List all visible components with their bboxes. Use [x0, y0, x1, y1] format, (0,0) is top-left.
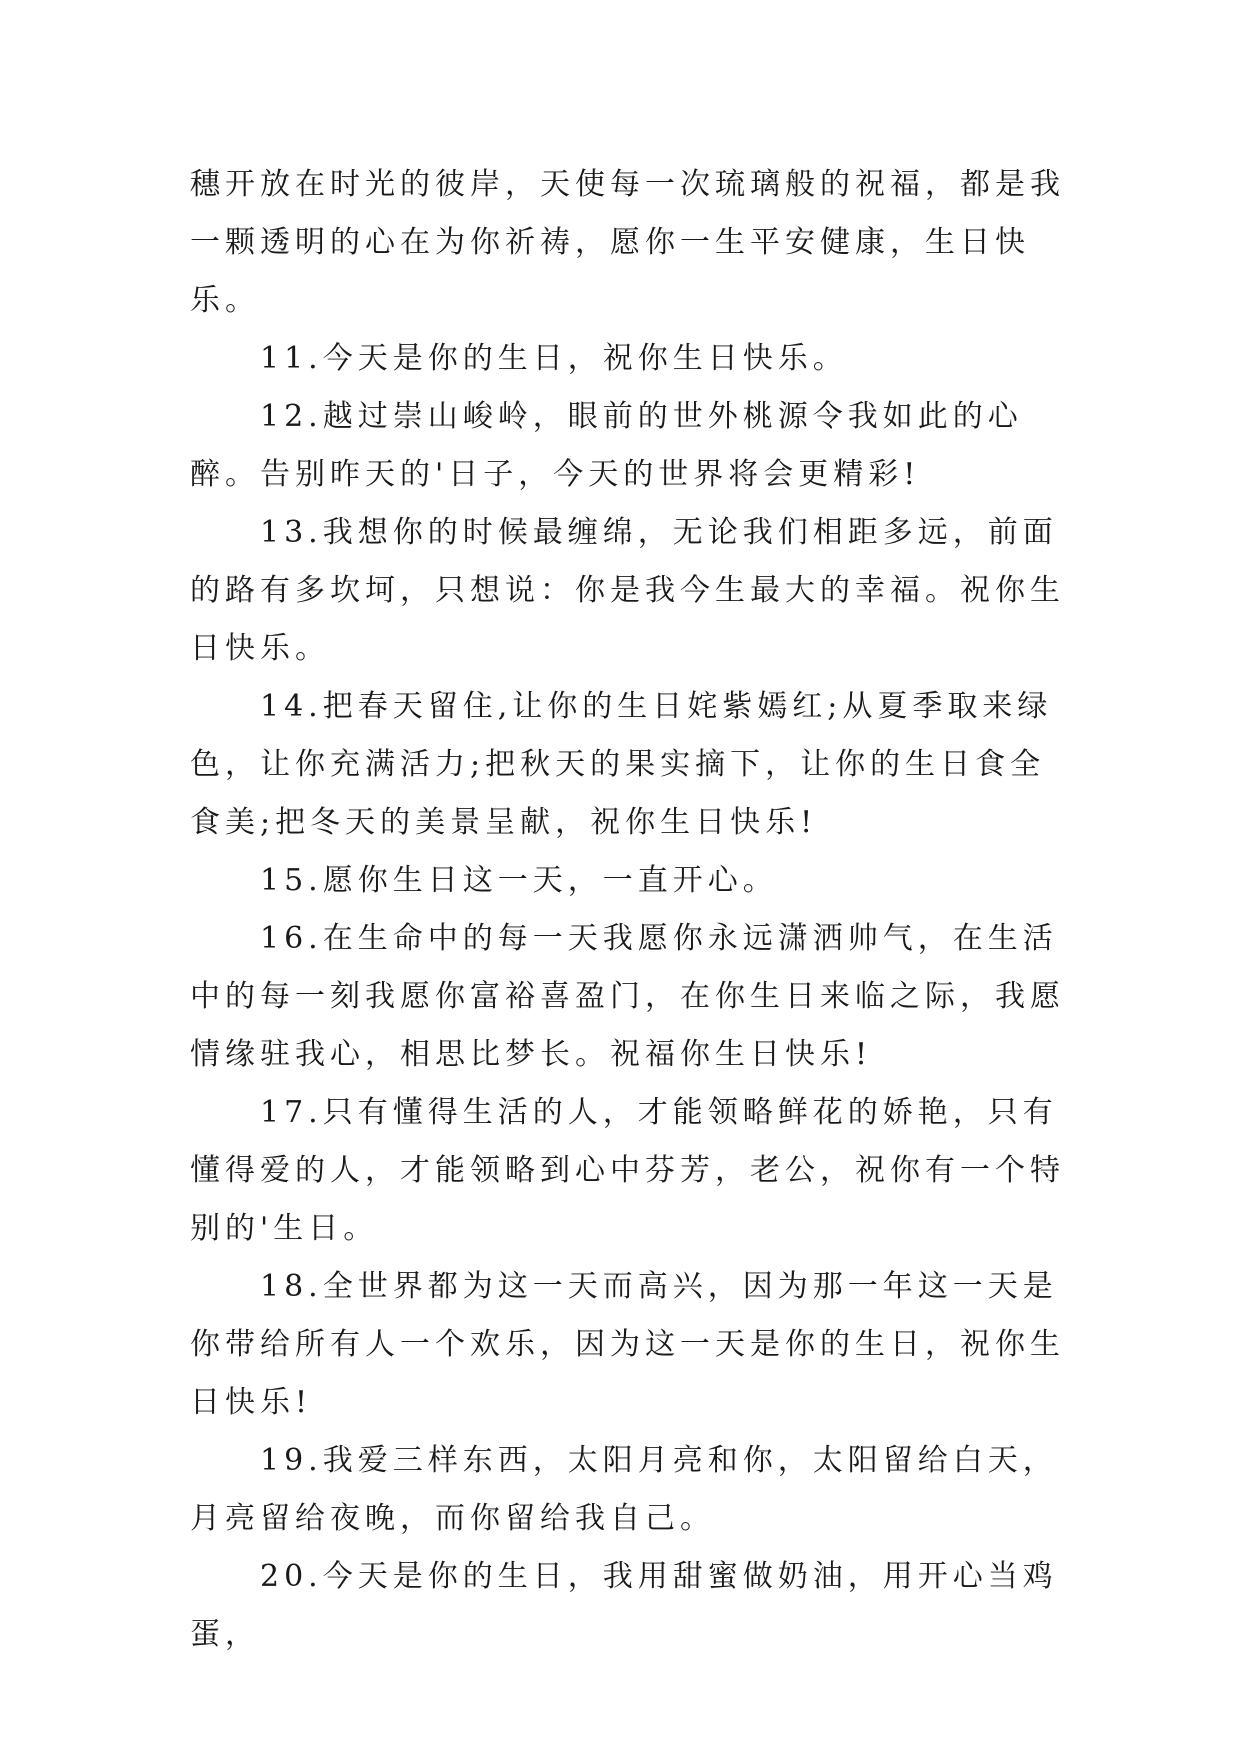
- paragraph-item-15: 15.愿你生日这一天，一直开心。: [260, 863, 778, 898]
- document-body: [190, 156, 1070, 1664]
- paragraph-item-13: 13.我想你的时候最缠绵，无论我们相距多远，前面的路有多坎坷，只想说：你是我今生最大的幸福。祝你生日快乐。: [190, 515, 1065, 666]
- paragraph-item-12: 12.越过崇山峻岭，眼前的世外桃源令我如此的心醉。告别昨天的'日子，今天的世界将会更精彩!: [190, 399, 1023, 492]
- paragraph-item-11: 11.今天是你的生日，祝你生日快乐。: [260, 341, 848, 376]
- paragraph-item-18: 18.全世界都为这一天而高兴，因为那一年这一天是你带给所有人一个欢乐，因为这一天是你的生日，祝你生日快乐!: [190, 1269, 1065, 1420]
- paragraph-item-16: 16.在生命中的每一天我愿你永远潇洒帅气，在生活中的每一刻我愿你富裕喜盈门，在你生日来临之际，我愿情缘驻我心，相思比梦长。祝福你生日快乐!: [190, 921, 1065, 1072]
- paragraph-item-14: 14.把春天留住,让你的生日姹紫嫣红;从夏季取来绿色，让你充满活力;把秋天的果实摘下，让你的生日食全食美;把冬天的美景呈献，祝你生日快乐!: [190, 689, 1053, 840]
- paragraph-item-20: 20.今天是你的生日，我用甜蜜做奶油，用开心当鸡蛋，: [190, 1559, 1058, 1652]
- paragraph-continuation: 穗开放在时光的彼岸，天使每一次琉璃般的祝福，都是我一颗透明的心在为你祈祷，愿你一生平安健康，生日快乐。: [190, 167, 1065, 318]
- paragraph-item-17: 17.只有懂得生活的人，才能领略鲜花的娇艳，只有懂得爱的人，才能领略到心中芬芳，老公，祝你有一个特别的'生日。: [190, 1095, 1065, 1246]
- paragraph-item-19: 19.我爱三样东西，太阳月亮和你，太阳留给白天，月亮留给夜晚，而你留给我自己。: [190, 1443, 1058, 1536]
